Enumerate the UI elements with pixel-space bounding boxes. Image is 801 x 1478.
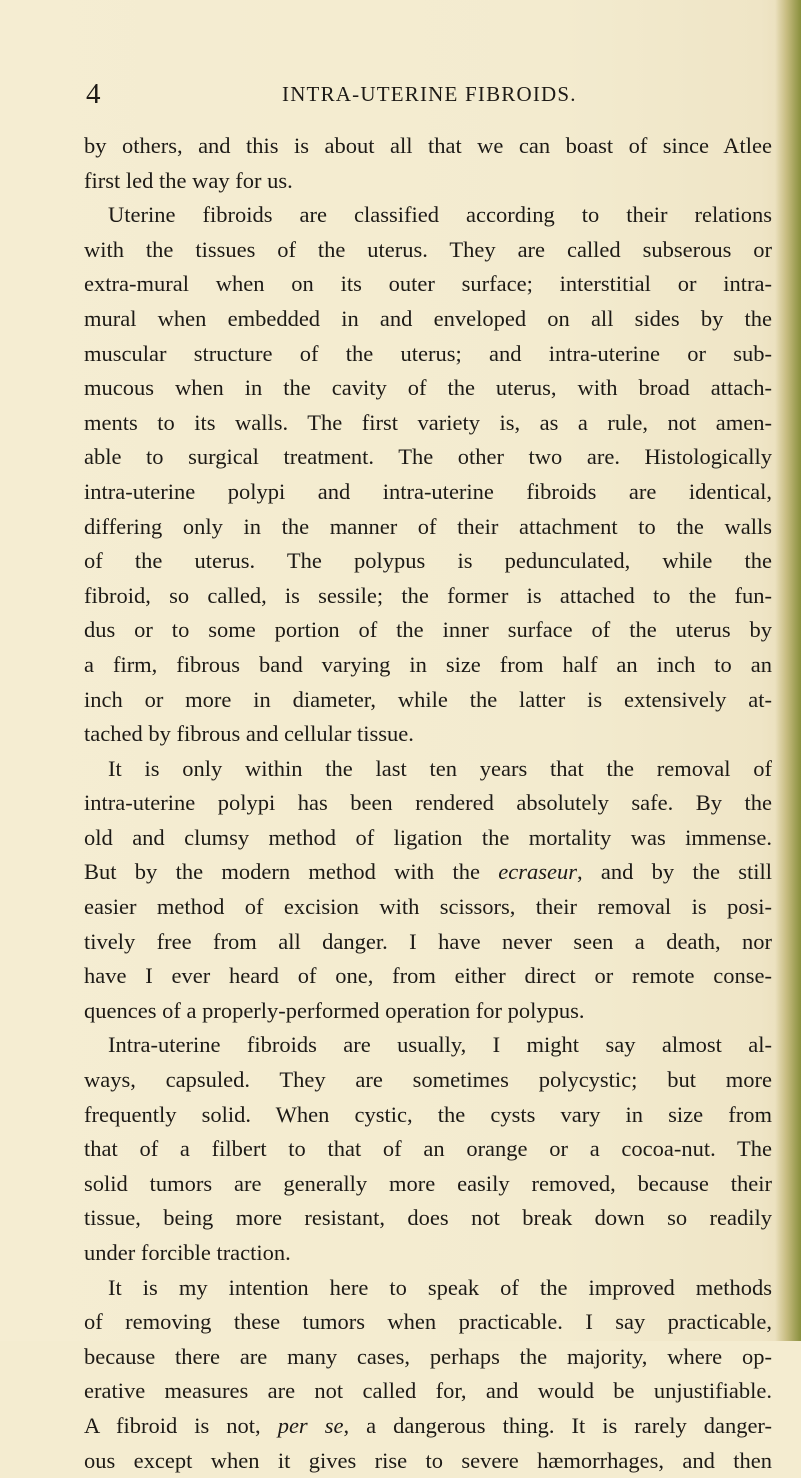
page-number: 4 bbox=[86, 78, 101, 110]
text-line: But by the modern method with the ecraseur, and by the still bbox=[84, 859, 772, 885]
page-edge-shadow bbox=[775, 0, 801, 1341]
text-line: tached by fibrous and cellular tissue. bbox=[84, 721, 414, 747]
text-line: mucous when in the cavity of the uterus, with broad attach- bbox=[84, 375, 772, 401]
text-line: have I ever heard of one, from either direct or remote conse- bbox=[84, 963, 772, 989]
text-line: ments to its walls. The first variety is, as a rule, not amen- bbox=[84, 409, 772, 435]
text-line: extra-mural when on its outer surface; interstitial or intra- bbox=[84, 271, 772, 297]
text-line: ways, capsuled. They are sometimes polycystic; but more bbox=[84, 1067, 772, 1093]
text-line: of removing these tumors when practicable. I say practicable, bbox=[84, 1309, 772, 1335]
text-line: intra-uterine polypi and intra-uterine fibroids are identical, bbox=[84, 478, 772, 504]
running-title: INTRA-UTERINE FIBROIDS. bbox=[282, 82, 577, 106]
text-line: easier method of excision with scissors, their removal is posi- bbox=[84, 894, 772, 920]
text-line: of the uterus. The polypus is pedunculated, while the bbox=[84, 548, 772, 574]
text-line: that of a filbert to that of an orange or a cocoa-nut. The bbox=[84, 1136, 772, 1162]
text-line: intra-uterine polypi has been rendered absolutely safe. By the bbox=[84, 790, 772, 816]
text-line: erative measures are not called for, and would be unjustifiable. bbox=[84, 1378, 772, 1404]
text-line: muscular structure of the uterus; and intra-uterine or sub- bbox=[84, 340, 772, 366]
text-line: mural when embedded in and enveloped on all sides by the bbox=[84, 305, 772, 331]
text-line: ous except when it gives rise to severe hæmorrhages, and then bbox=[84, 1447, 772, 1473]
text-line: inch or more in diameter, while the latter is extensively at- bbox=[84, 686, 772, 712]
text-line: dus or to some portion of the inner surface of the uterus by bbox=[84, 617, 772, 643]
text-line: with the tissues of the uterus. They are called subserous or bbox=[84, 236, 772, 262]
text-line: frequently solid. When cystic, the cysts vary in size from bbox=[84, 1101, 772, 1127]
text-line: differing only in the manner of their attachment to the walls bbox=[84, 513, 772, 539]
text-line: a firm, fibrous band varying in size from half an inch to an bbox=[84, 651, 772, 677]
body-text bbox=[84, 129, 772, 1478]
text-line: solid tumors are generally more easily removed, because their bbox=[84, 1170, 772, 1196]
text-line: first led the way for us. bbox=[84, 167, 293, 193]
page-header bbox=[0, 76, 801, 112]
text-line: tively free from all danger. I have never seen a death, nor bbox=[84, 928, 772, 954]
text-line: It is only within the last ten years that the removal of bbox=[108, 755, 772, 781]
text-line: quences of a properly-performed operation for polypus. bbox=[84, 997, 585, 1023]
text-line: A fibroid is not, per se, a dangerous thing. It is rarely danger- bbox=[84, 1412, 772, 1438]
text-line: because there are many cases, perhaps the majority, where op- bbox=[84, 1343, 772, 1369]
text-line: Uterine fibroids are classified according to their relations bbox=[108, 202, 772, 228]
text-line: old and clumsy method of ligation the mortality was immense. bbox=[84, 824, 772, 850]
text-line: It is my intention here to speak of the improved methods bbox=[108, 1274, 772, 1300]
text-line: by others, and this is about all that we can boast of since Atlee bbox=[84, 133, 772, 158]
text-line: under forcible traction. bbox=[84, 1240, 291, 1265]
text-line: fibroid, so called, is sessile; the former is attached to the fun- bbox=[84, 582, 772, 608]
text-line: tissue, being more resistant, does not break down so readily bbox=[84, 1205, 772, 1231]
text-line: able to surgical treatment. The other two are. Histologically bbox=[84, 444, 772, 470]
text-line: Intra-uterine fibroids are usually, I might say almost al- bbox=[108, 1032, 772, 1058]
